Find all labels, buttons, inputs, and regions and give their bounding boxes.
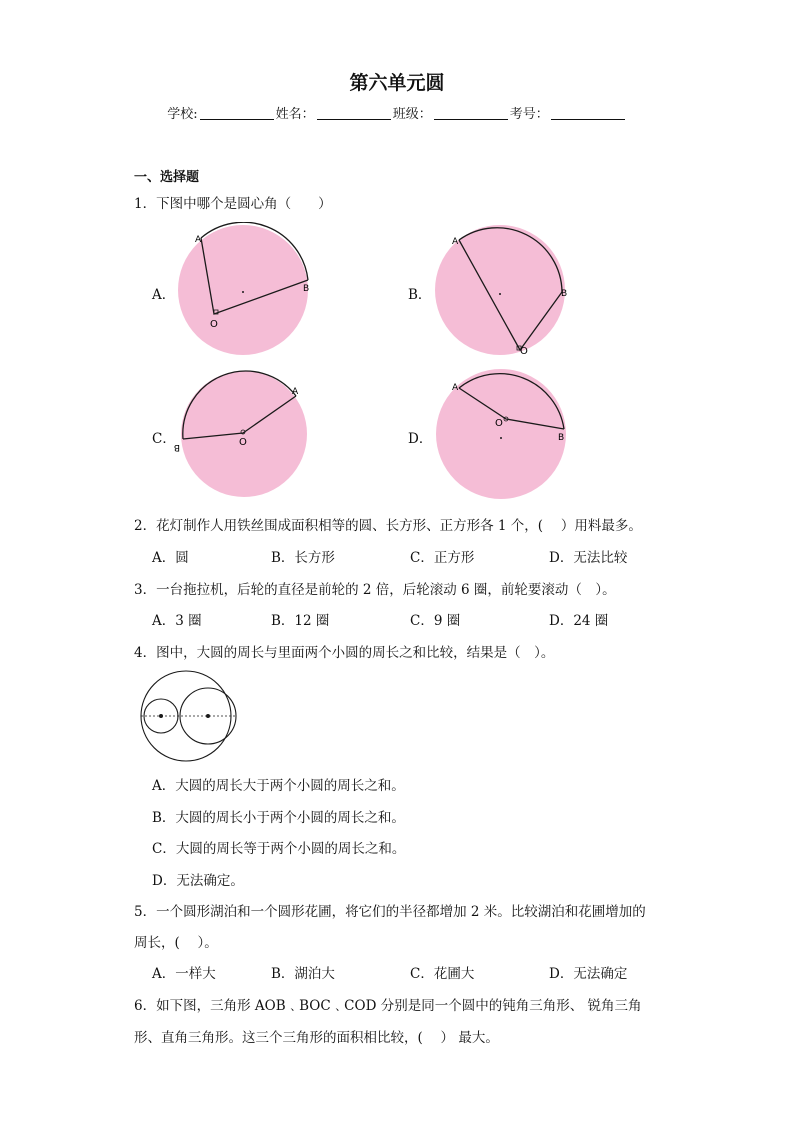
label-a: A <box>195 235 202 245</box>
center-dot <box>500 437 502 439</box>
label-b: B <box>173 442 180 452</box>
q5-option-b[interactable]: B．湖泊大 <box>271 966 335 982</box>
q1-figure-b <box>428 222 578 362</box>
school-blank[interactable] <box>200 107 274 120</box>
q3-option-d[interactable]: D．24 圈 <box>549 613 609 629</box>
label-a: A <box>452 383 459 393</box>
q2-option-a[interactable]: A．圆 <box>152 550 189 566</box>
q5-option-a[interactable]: A．一样大 <box>152 966 216 982</box>
q1-option-a-label[interactable]: A． <box>152 287 176 303</box>
section-heading: 一、选择题 <box>134 170 200 185</box>
question-6-line-1: 6．如下图，三角形 AOB﹑BOC﹑COD 分别是同一个圆中的钝角三角形、 锐角三角 <box>134 998 642 1014</box>
q3-option-c[interactable]: C．9 圈 <box>410 613 461 629</box>
question-4: 4．图中，大圆的周长与里面两个小圆的周长之和比较，结果是（ ）。 <box>134 645 555 661</box>
q3-option-b[interactable]: B．12 圈 <box>271 613 330 629</box>
name-label: 姓名： <box>275 107 315 122</box>
q3-option-a[interactable]: A．3 圈 <box>152 613 202 629</box>
center-dot <box>242 291 244 293</box>
center-dot-left <box>159 714 163 718</box>
q4-option-a[interactable]: A．大圆的周长大于两个小圆的周长之和。 <box>152 778 405 794</box>
label-o: O <box>239 437 247 448</box>
q1-option-d-label[interactable]: D． <box>408 431 433 447</box>
label-a: A <box>292 387 299 397</box>
question-3: 3．一台拖拉机，后轮的直径是前轮的 2 倍，后轮滚动 6 圈，前轮要滚动（ ）。 <box>134 582 616 598</box>
class-label: 班级： <box>392 107 432 122</box>
center-dot-right <box>206 714 210 718</box>
q4-circles-figure <box>140 670 240 765</box>
q2-option-c[interactable]: C．正方形 <box>410 550 475 566</box>
q4-option-d[interactable]: D．无法确定。 <box>152 873 244 889</box>
student-info-line <box>0 103 794 122</box>
label-b: B <box>558 433 565 443</box>
question-5-line-2: 周长，( ）。 <box>134 935 218 951</box>
q2-option-b[interactable]: B．长方形 <box>271 550 335 566</box>
q1-figure-c <box>170 366 320 506</box>
school-label: 学校: <box>167 107 198 122</box>
question-2: 2．花灯制作人用铁丝围成面积相等的圆、长方形、正方形各 1 个，( ）用料最多。 <box>134 518 642 534</box>
q4-option-b[interactable]: B．大圆的周长小于两个小圆的周长之和。 <box>152 810 405 826</box>
q5-option-d[interactable]: D．无法确定 <box>549 966 628 982</box>
class-blank[interactable] <box>434 107 508 120</box>
label-o: O <box>495 418 503 429</box>
label-b: B <box>561 289 568 299</box>
q5-option-c[interactable]: C．花圃大 <box>410 966 475 982</box>
label-o: O <box>210 319 218 330</box>
question-5-line-1: 5．一个圆形湖泊和一个圆形花圃，将它们的半径都增加 2 米。比较湖泊和花圃增加的 <box>134 904 646 920</box>
question-1: 1．下图中哪个是圆心角（ ） <box>134 196 332 212</box>
page-title: 第六单元圆 <box>349 72 445 94</box>
center-dot <box>499 293 501 295</box>
q1-option-b-label[interactable]: B． <box>408 287 432 303</box>
exam-no-label: 考号： <box>509 107 549 122</box>
exam-no-blank[interactable] <box>551 107 625 120</box>
q1-figure-d <box>428 366 578 506</box>
label-b: B <box>303 284 310 294</box>
q4-option-c[interactable]: C．大圆的周长等于两个小圆的周长之和。 <box>152 841 406 857</box>
name-blank[interactable] <box>317 107 391 120</box>
q2-option-d[interactable]: D．无法比较 <box>549 550 628 566</box>
label-o: O <box>520 346 528 357</box>
label-a: A <box>452 237 459 247</box>
q1-figure-a <box>170 222 320 362</box>
q1-option-c-label[interactable]: C． <box>152 431 176 447</box>
question-6-line-2: 形、直角三角形。这三个三角形的面积相比较，( ） 最大。 <box>134 1030 499 1046</box>
